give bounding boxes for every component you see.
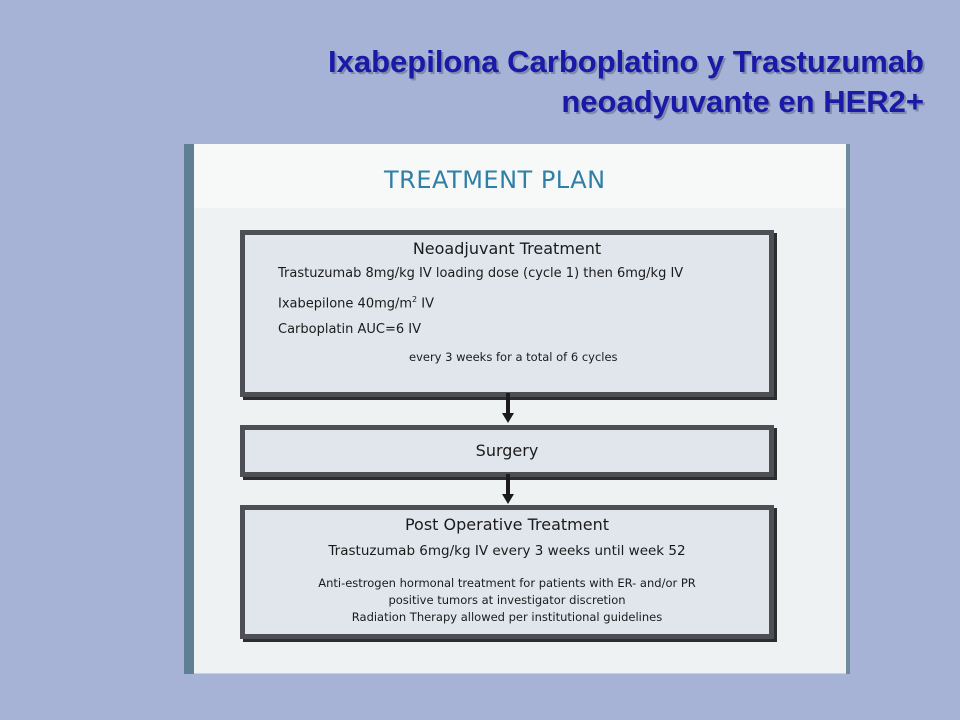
neoadjuvant-title: Neoadjuvant Treatment bbox=[412, 239, 602, 258]
post-operative-treatment-box bbox=[240, 505, 774, 639]
arrow-shaft bbox=[506, 393, 510, 415]
post-operative-title: Post Operative Treatment bbox=[404, 515, 610, 534]
neoadjuvant-line-ixabepilone bbox=[278, 287, 769, 317]
down-arrow-icon bbox=[502, 393, 514, 423]
slide-title-line-1: Ixabepilona Carboplatino y Trastuzumab bbox=[328, 44, 924, 79]
down-arrow-icon bbox=[502, 474, 514, 504]
slide-title-line-2: neoadyuvante en HER2+ bbox=[561, 84, 924, 119]
post-operative-note-3: Radiation Therapy allowed per institutional guidelines bbox=[351, 610, 663, 624]
ixabepilone-dose: Ixabepilone 40mg/m bbox=[278, 296, 413, 312]
post-operative-note-1: Anti-estrogen hormonal treatment for patients with ER- and/or PR bbox=[318, 576, 696, 590]
post-operative-note-2: positive tumors at investigator discretion bbox=[388, 593, 626, 607]
neoadjuvant-schedule: every 3 weeks for a total of 6 cycles bbox=[409, 350, 618, 365]
post-operative-notes bbox=[245, 575, 769, 626]
arrow-head bbox=[502, 413, 514, 423]
figure-header bbox=[194, 144, 846, 208]
surgery-box bbox=[240, 425, 774, 477]
neoadjuvant-line-trastuzumab: Trastuzumab 8mg/kg IV loading dose (cycle 1) then 6mg/kg IV bbox=[278, 266, 684, 281]
surgery-label: Surgery bbox=[475, 441, 539, 460]
figure-right-edge bbox=[846, 144, 850, 674]
post-operative-trastuzumab: Trastuzumab 6mg/kg IV every 3 weeks until week 52 bbox=[328, 543, 686, 559]
arrow-shaft bbox=[506, 474, 510, 496]
ixabepilone-route: IV bbox=[417, 296, 434, 312]
neoadjuvant-regimen bbox=[278, 261, 769, 343]
arrow-head bbox=[502, 494, 514, 504]
neoadjuvant-line-carboplatin: Carboplatin AUC=6 IV bbox=[278, 322, 422, 338]
figure-left-edge bbox=[184, 144, 194, 674]
ixabepilone-dose-superscript: 2 bbox=[412, 295, 418, 304]
slide-title bbox=[164, 42, 924, 122]
neoadjuvant-treatment-box bbox=[240, 230, 774, 397]
figure-heading: TREATMENT PLAN bbox=[384, 166, 606, 194]
